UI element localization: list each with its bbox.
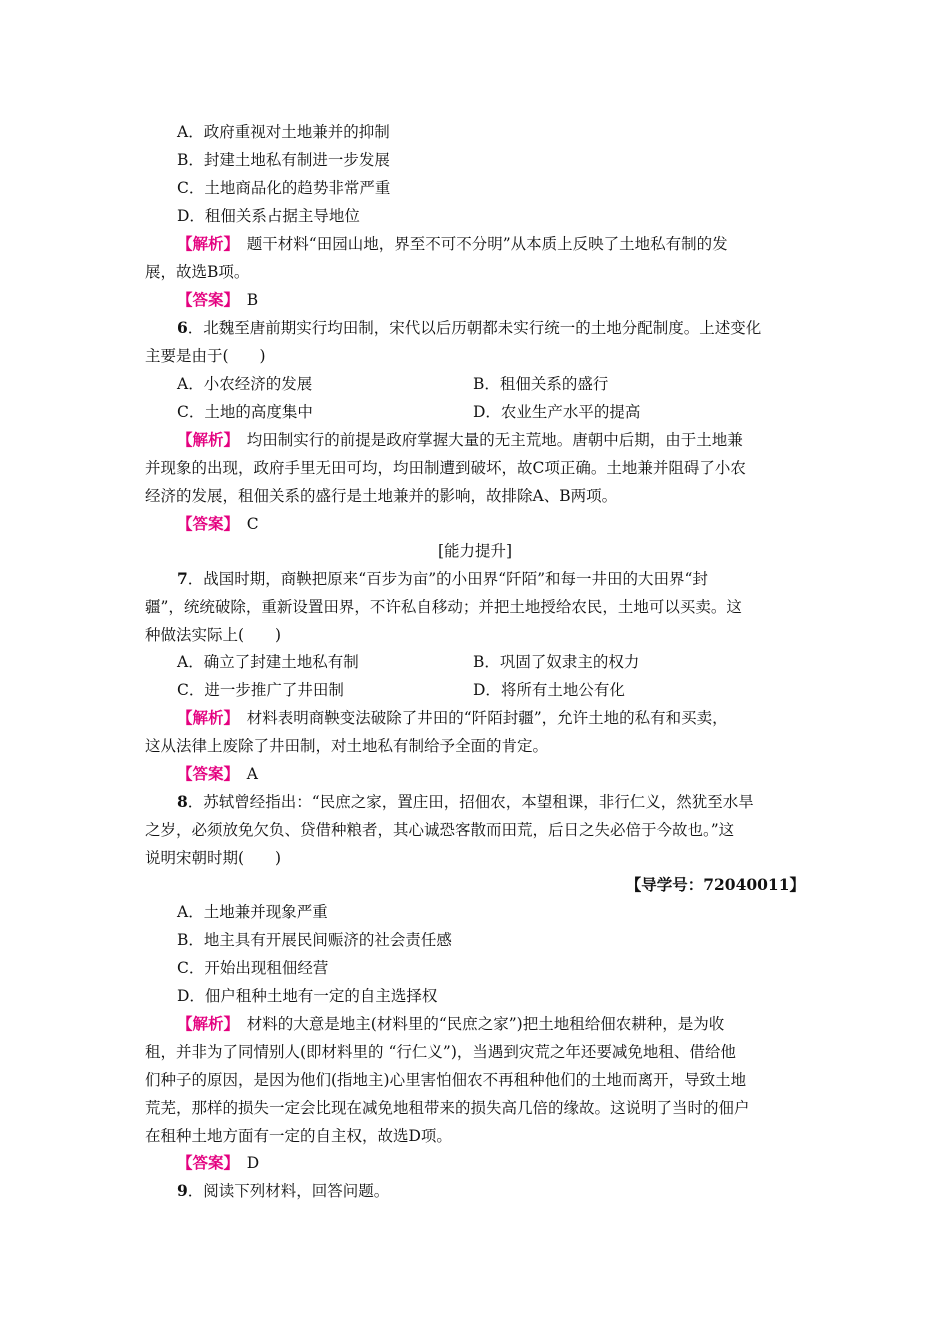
question-text: ．战国时期，商鞅把原来“百步为亩”的小田界“阡陌”和每一井田的大田界“封: [187, 570, 708, 588]
q6-answer: [177, 514, 259, 534]
analysis-tag: 【解析】: [177, 430, 232, 449]
answer-value: D: [246, 1154, 260, 1172]
q5-option-c: C．土地商品化的趋势非常严重: [177, 179, 391, 197]
q5-analysis-line-2: 展，故选B项。: [145, 263, 250, 281]
analysis-tag: 【解析】: [177, 234, 232, 253]
analysis-tag: 【解析】: [177, 708, 232, 727]
analysis-text: 材料的大意是地主(材料里的“民庶之家”)把土地租给佃农耕种，是为收: [246, 1015, 725, 1033]
q6-option-b: B．租佃关系的盛行: [473, 375, 609, 393]
q8-answer: [177, 1153, 259, 1173]
q8-analysis-line-2: 租，并非为了同情别人(即材料里的 “行仁义”)，当遇到灾荒之年还要减免地租、借给他: [145, 1043, 736, 1061]
q8-option-c: C．开始出现租佃经营: [177, 959, 329, 977]
q8-stem-line-1: [177, 792, 754, 812]
question-number: 9: [177, 1181, 188, 1200]
q6-analysis-line-2: 并现象的出现，政府手里无田可均，均田制遭到破坏，故C项正确。土地兼并阻碍了小农: [145, 459, 746, 477]
q7-option-a: A．确立了封建土地私有制: [177, 653, 359, 671]
q6-option-a: A．小农经济的发展: [177, 375, 313, 393]
question-text: ．北魏至唐前期实行均田制，宋代以后历朝都未实行统一的土地分配制度。上述变化: [187, 319, 762, 337]
q6-stem-line-2: 主要是由于( ): [145, 347, 266, 365]
question-number: 6: [177, 318, 188, 337]
q5-option-a: A．政府重视对土地兼并的抑制: [177, 123, 390, 141]
answer-value: A: [246, 765, 258, 783]
question-number: 7: [177, 569, 188, 588]
q8-option-d: D．佃户租种土地有一定的自主选择权: [177, 987, 438, 1005]
q7-stem-line-1: [177, 569, 708, 589]
guide-number: 【导学号：72040011】: [625, 875, 805, 894]
q7-answer: [177, 764, 258, 784]
q7-option-b: B．巩固了奴隶主的权力: [473, 653, 640, 671]
q6-stem-line-1: [177, 318, 761, 338]
answer-value: B: [246, 291, 259, 309]
answer-tag: 【答案】: [177, 1153, 232, 1172]
q8-option-b: B．地主具有开展民间赈济的社会责任感: [177, 931, 452, 949]
q6-option-d: D．农业生产水平的提高: [473, 403, 641, 421]
question-number: 8: [177, 792, 188, 811]
q8-analysis-line-3: 们种子的原因，是因为他们(指地主)心里害怕佃农不再租种他们的土地而离开，导致土地: [145, 1071, 747, 1089]
question-text: ．苏轼曾经指出：“民庶之家，置庄田，招佃农，本望租课，非行仁义，然犹至水旱: [187, 793, 754, 811]
q7-analysis-line-1: [177, 708, 728, 728]
q8-analysis-line-4: 荒芜，那样的损失一定会比现在减免地租带来的损失高几倍的缘故。这说明了当时的佃户: [145, 1099, 750, 1117]
q7-analysis-line-2: 这从法律上废除了井田制，对土地私有制给予全面的肯定。: [145, 737, 549, 755]
q8-stem-line-3: 说明宋朝时期( ): [145, 849, 282, 867]
answer-value: C: [246, 515, 259, 533]
q7-stem-line-3: 种做法实际上( ): [145, 626, 282, 644]
answer-tag: 【答案】: [177, 290, 232, 309]
q6-option-c: C．土地的高度集中: [177, 403, 313, 421]
q8-analysis-line-1: [177, 1014, 724, 1034]
q8-stem-line-2: 之岁，必须放免欠负、贷借种粮者，其心诚恐客散而田荒，后日之失必倍于今故也。”这: [145, 821, 735, 839]
q5-option-b: B．封建土地私有制进一步发展: [177, 151, 390, 169]
analysis-text: 材料表明商鞅变法破除了井田的“阡陌封疆”，允许土地的私有和买卖，: [246, 709, 728, 727]
q8-option-a: A．土地兼并现象严重: [177, 903, 328, 921]
q7-option-d: D．将所有土地公有化: [473, 681, 625, 699]
analysis-tag: 【解析】: [177, 1014, 232, 1033]
analysis-text: 题干材料“田园山地，界至不可不分明”从本质上反映了土地私有制的发: [246, 235, 728, 253]
q5-option-d: D．租佃关系占据主导地位: [177, 207, 360, 225]
q8-analysis-line-5: 在租种土地方面有一定的自主权，故选D项。: [145, 1127, 452, 1145]
q5-analysis-line-1: [177, 234, 728, 254]
section-heading: [能力提升]: [437, 542, 513, 560]
q7-option-c: C．进一步推广了井田制: [177, 681, 344, 699]
q5-answer: [177, 290, 258, 310]
q7-stem-line-2: 疆”，统统破除，重新设置田界，不许私自移动；并把土地授给农民，土地可以买卖。这: [145, 598, 742, 616]
answer-tag: 【答案】: [177, 764, 232, 783]
q9-stem: [177, 1181, 389, 1201]
q6-analysis-line-3: 经济的发展，租佃关系的盛行是土地兼并的影响，故排除A、B两项。: [145, 487, 618, 505]
q6-analysis-line-1: [177, 430, 743, 450]
answer-tag: 【答案】: [177, 514, 232, 533]
question-text: ．阅读下列材料，回答问题。: [187, 1182, 390, 1200]
analysis-text: 均田制实行的前提是政府掌握大量的无主荒地。唐朝中后期，由于土地兼: [246, 431, 743, 449]
